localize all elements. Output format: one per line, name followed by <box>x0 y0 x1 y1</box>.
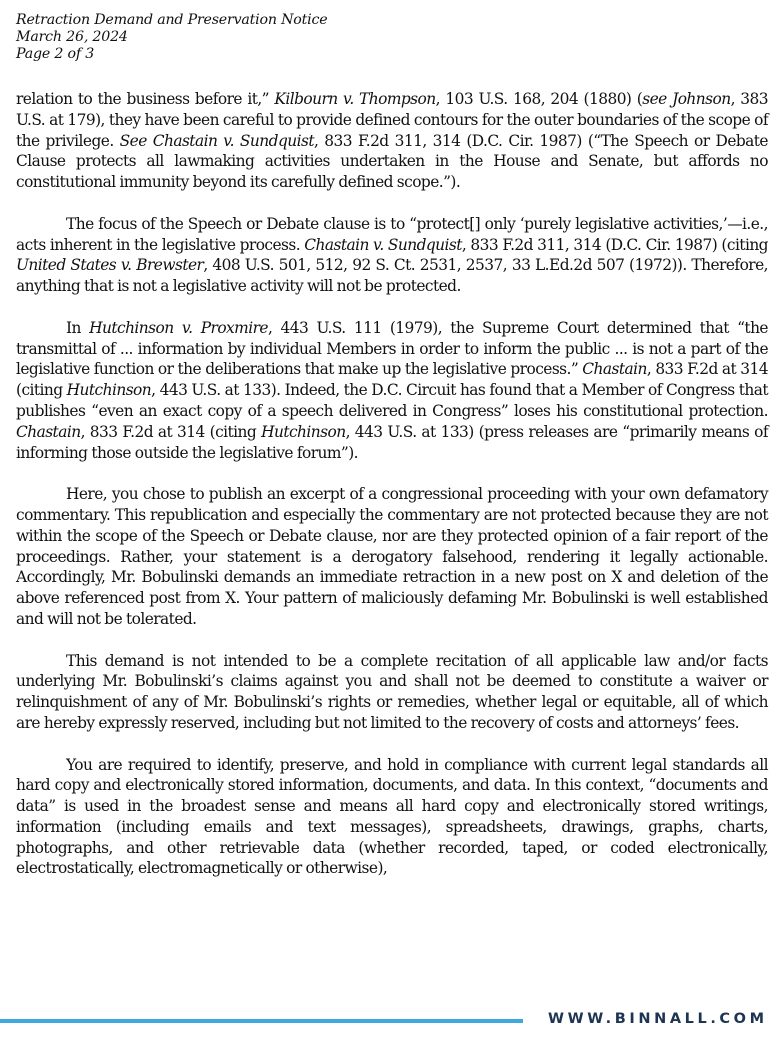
letter-header <box>16 12 327 63</box>
case-citation: see Johnson <box>642 90 731 108</box>
body-paragraph <box>16 651 768 734</box>
case-citation: See Chastain v. Sundquist <box>119 131 314 150</box>
paragraph-text: , 408 U.S. 501, 512, 92 S. Ct. 2531, 2537, 33 L.Ed.2d 507 (1972)). Therefore, anything that is not a legislative activity will not be protected. <box>16 256 768 296</box>
body-paragraph <box>16 484 768 630</box>
body-paragraph <box>16 318 768 464</box>
paragraph-text: In <box>66 318 90 337</box>
paragraph-text: The focus of the Speech or Debate clause is to “protect[] only ‘purely legislative activities,’—i.e., acts inherent in the legislative process. <box>16 214 768 254</box>
body-paragraph <box>16 214 768 297</box>
document-date: March 26, 2024 <box>16 29 128 45</box>
paragraph-text: relation to the business before it,” <box>16 90 275 108</box>
paragraph-text: , 103 U.S. 168, 204 (1880) ( <box>435 90 643 108</box>
paragraph-text: , 833 F.2d 311, 314 (D.C. Cir. 1987) (“The Speech or Debate Clause protects all lawmaking activities undertaken in the House and Senate, but affords no constitutional immunity beyond its carefully defined scope.”). <box>16 131 768 192</box>
case-citation: Chastain <box>582 360 647 379</box>
paragraph-text: , 833 F.2d at 314 (citing <box>16 360 768 400</box>
case-citation: Chastain <box>16 422 81 441</box>
paragraph-text: , 383 U.S. at 179), they have been careful to provide defined contours for the outer boundaries of the scope of the privilege. <box>16 90 769 150</box>
case-citation: Kilbourn v. Thompson <box>274 90 436 108</box>
case-citation: United States v. Brewster <box>16 256 204 275</box>
paragraph-text: You are required to identify, preserve, and hold in compliance with current legal standards all hard copy and electronically stored information, documents, and data. In this context, “documents and data” is used in the broadest sense and means all hard copy and electronically stored writings, information (including emails and text messages), spreadsheets, drawings, graphs, charts, photographs, and other retrievable data (whether recorded, taped, or coded electronically, electrostatically, electromagnetically or otherwise), <box>16 755 768 878</box>
paragraph-text: Here, you chose to publish an excerpt of a congressional proceeding with your own defamatory commentary. This republication and especially the commentary are not protected because they are not within the scope of the Speech or Debate clause, nor are they protected opinion of a fair report of the proceedings. Rather, your statement is a derogatory falsehood, rendering it legally actionable. Accordingly, Mr. Bobulinski demands an immediate retraction in a new post on X and deletion of the above referenced post from X. Your pattern of maliciously defaming Mr. Bobulinski is well established and will not be tolerated. <box>16 485 768 628</box>
paragraph-text: , 443 U.S. 111 (1979), the Supreme Court determined that “the transmittal of ... information by individual Members in order to inform the public ... is not a part of the legislative function or the deliberations that make up the legislative process.” <box>16 318 768 379</box>
paragraph-text: , 833 F.2d 311, 314 (D.C. Cir. 1987) (citing <box>461 235 768 254</box>
paragraph-text: , 443 U.S. at 133). Indeed, the D.C. Circuit has found that a Member of Congress that publishes “even an exact copy of a speech delivered in Congress” loses his constitutional protection. <box>16 381 768 420</box>
document-title: Retraction Demand and Preservation Notice <box>16 12 328 28</box>
footer-divider <box>0 1019 523 1023</box>
letter-body <box>16 89 768 900</box>
case-citation: Hutchinson <box>261 422 346 441</box>
body-paragraph <box>16 89 768 193</box>
case-citation: Hutchinson <box>66 381 152 400</box>
paragraph-text: This demand is not intended to be a complete recitation of all applicable law and/or facts underlying Mr. Bobulinski’s claims against you and shall not be deemed to constitute a waiver or relinquishment of any of Mr. Bobulinski’s rights or remedies, whether legal or equitable, all of which are hereby expressly reserved, including but not limited to the recovery of costs and attorneys’ fees. <box>16 651 768 732</box>
body-paragraph <box>16 755 768 880</box>
page-number: Page 2 of 3 <box>16 46 95 62</box>
paragraph-text: , 833 F.2d at 314 (citing <box>80 422 262 441</box>
paragraph-text: , 443 U.S. at 133) (press releases are “primarily means of informing those outside the legislative forum”). <box>16 422 768 462</box>
case-citation: Hutchinson v. Proxmire <box>89 318 268 337</box>
footer-website: WWW.BINNALL.COM <box>548 1011 768 1027</box>
case-citation: Chastain v. Sundquist <box>304 235 462 254</box>
